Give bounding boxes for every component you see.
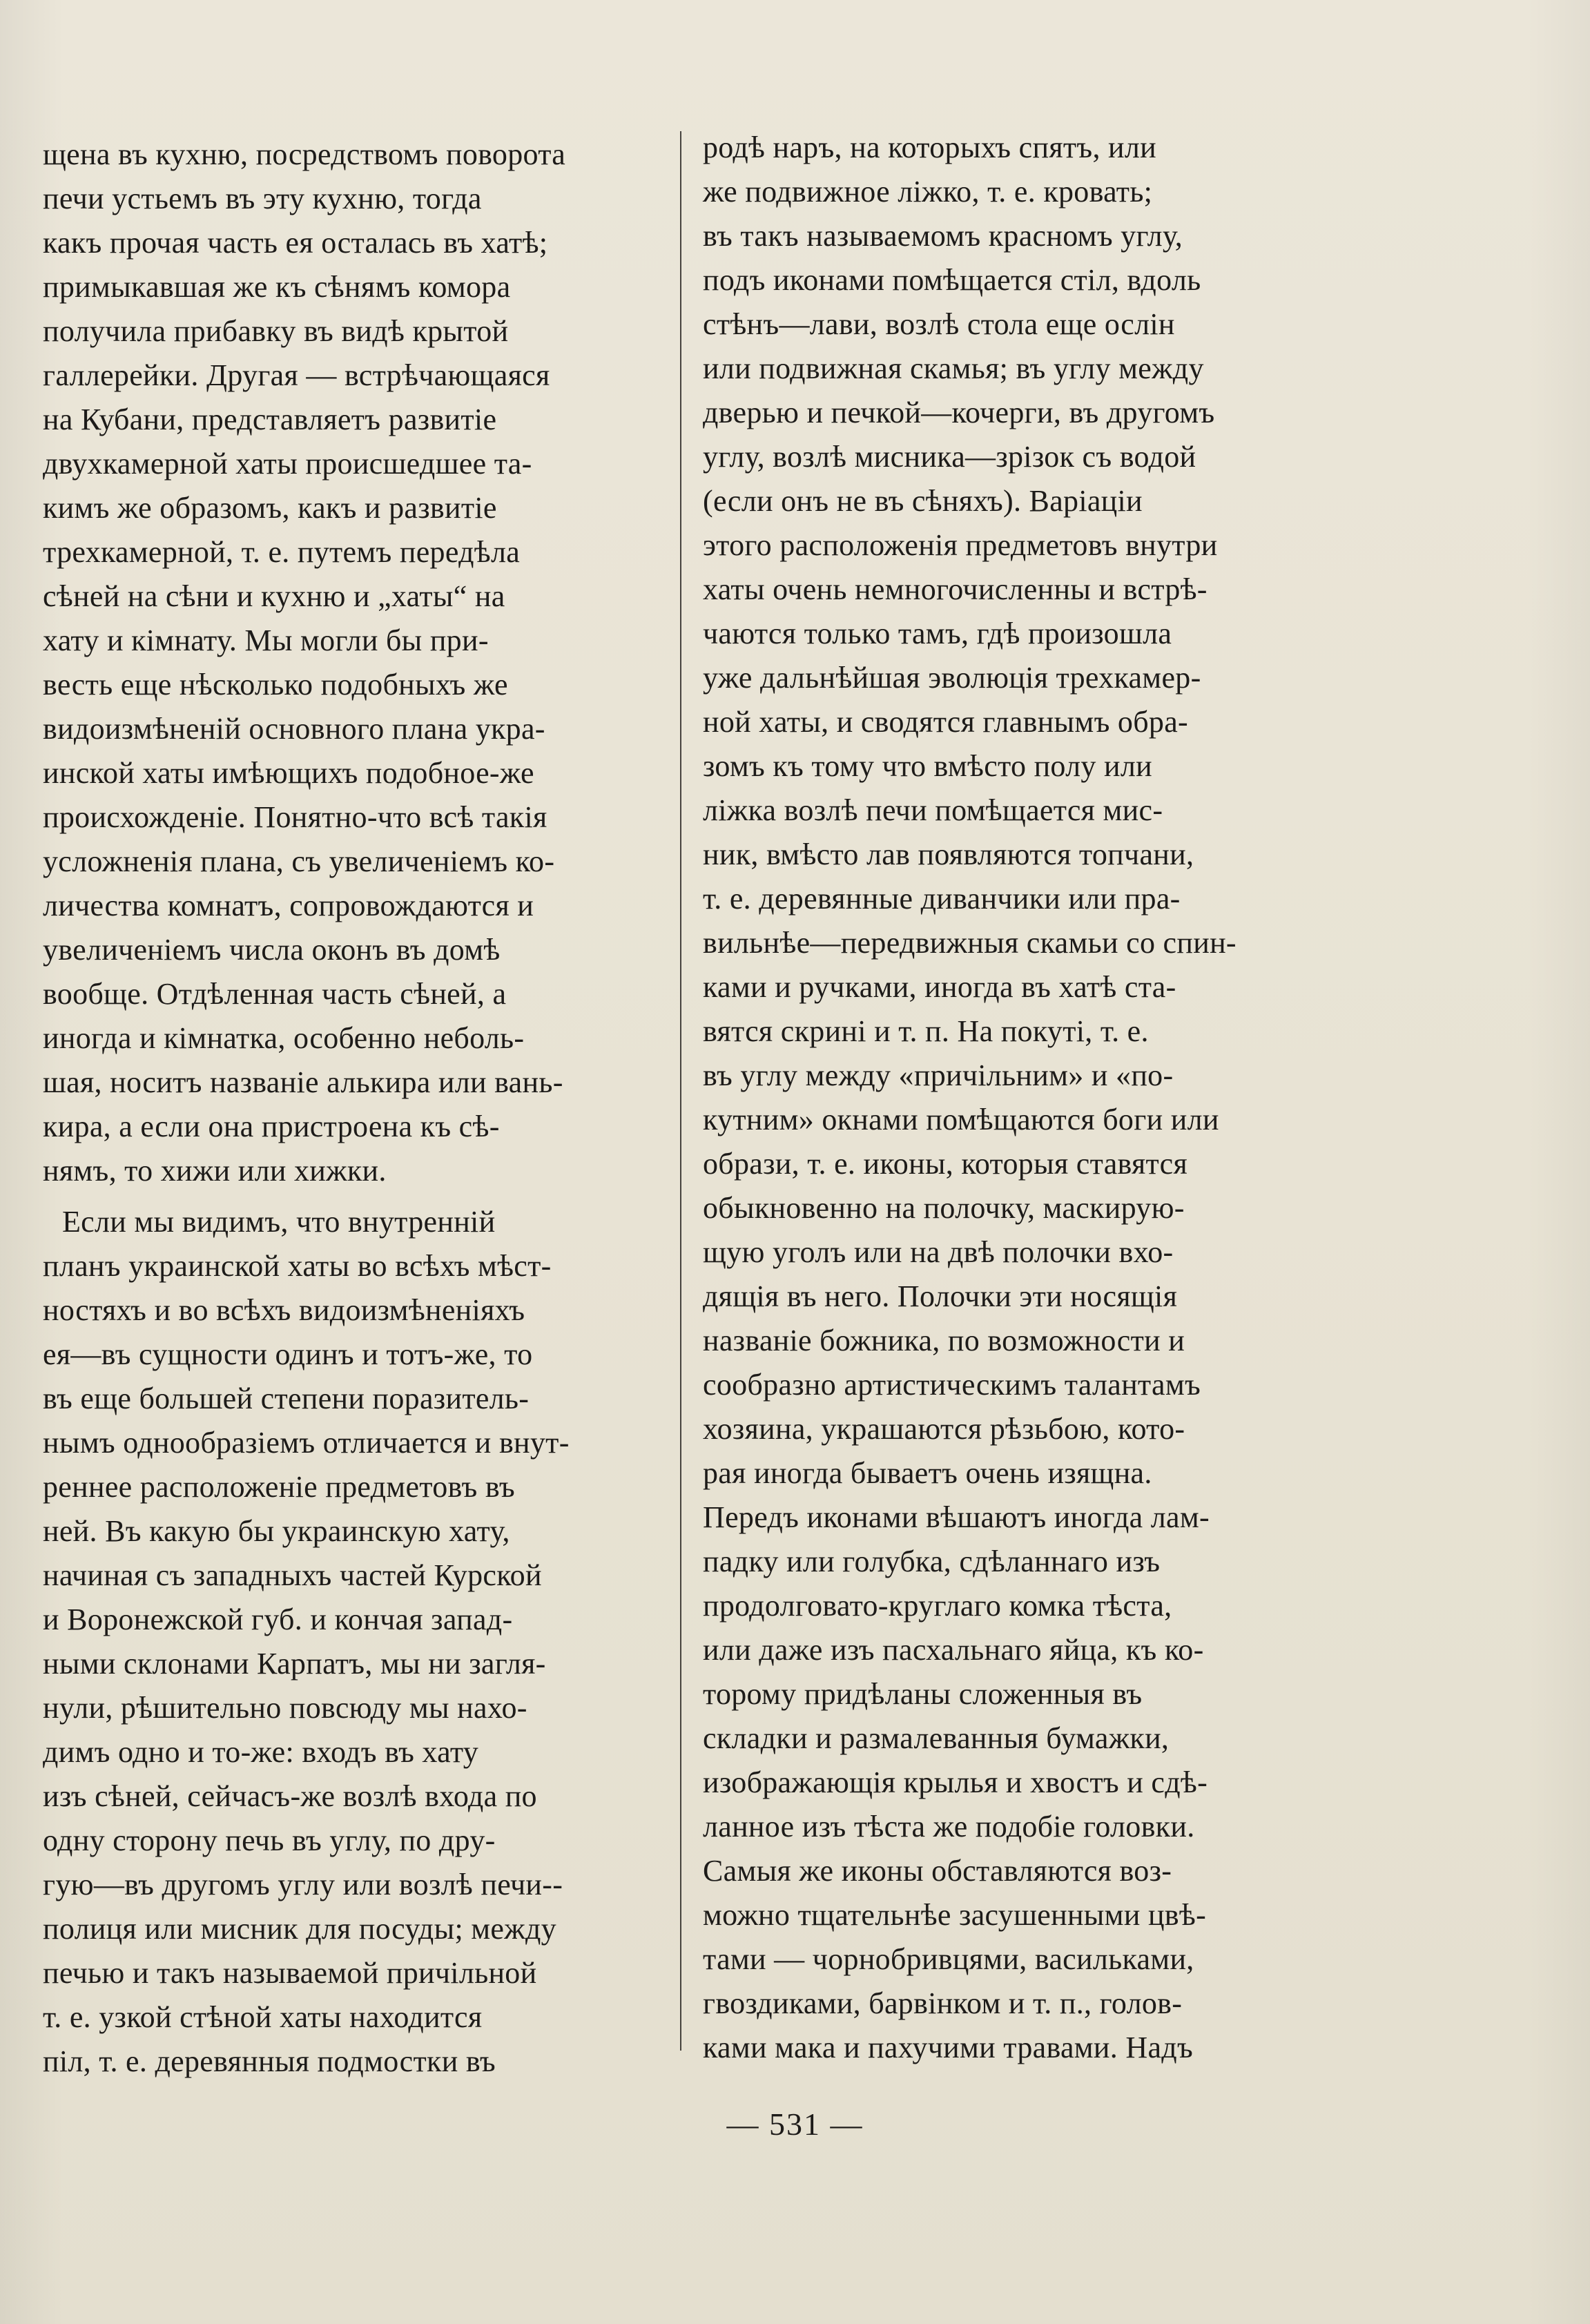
text-line: зомъ къ тому что вмѣсто полу или bbox=[703, 749, 1152, 783]
text-line: чаются только тамъ, гдѣ произошла bbox=[703, 617, 1172, 650]
paragraph-start-line: Если мы видимъ, что внутренній bbox=[62, 1205, 496, 1239]
text-line: кутним» окнами помѣщаются боги или bbox=[703, 1103, 1219, 1136]
text-line: т. е. узкой стѣной хаты находится bbox=[43, 2000, 483, 2034]
text-line: въ углу между «причільним» и «по- bbox=[703, 1058, 1174, 1092]
page-number: — 531 — bbox=[726, 2107, 864, 2142]
text-line: двухкамерной хаты происшедшее та- bbox=[43, 447, 532, 481]
text-line: планъ украинской хаты во всѣхъ мѣст- bbox=[43, 1249, 552, 1283]
text-line: вильнѣе—передвижныя скамьи со спин- bbox=[703, 926, 1237, 960]
text-line: сообразно артистическимъ талантамъ bbox=[703, 1368, 1201, 1402]
text-line: нули, рѣшительно повсюду мы нахо- bbox=[43, 1691, 527, 1725]
text-line: галлерейки. Другая — встрѣчающаяся bbox=[43, 358, 550, 392]
text-line: гвоздиками, барвінком и т. п., голов- bbox=[703, 1986, 1183, 2020]
text-line: реннее расположеніе предметовъ въ bbox=[43, 1470, 515, 1504]
text-line: и Воронежской губ. и кончая запад- bbox=[43, 1602, 513, 1636]
text-line: иногда и кімнатка, особенно неболь- bbox=[43, 1021, 525, 1055]
text-line: какъ прочая часть ея осталась въ хатѣ; bbox=[43, 226, 548, 260]
text-line: складки и размалеванныя бумажки, bbox=[703, 1721, 1170, 1755]
text-line: обыкновенно на полочку, маскирую- bbox=[703, 1191, 1185, 1225]
text-line: вятся скрині и т. п. На покуті, т. е. bbox=[703, 1014, 1149, 1048]
text-line: печи устьемъ въ эту кухню, тогда bbox=[43, 182, 482, 215]
text-line: примыкавшая же къ сѣнямъ комора bbox=[43, 270, 511, 304]
text-line: ник, вмѣсто лав появляются топчани, bbox=[703, 837, 1194, 871]
text-line: гую—въ другомъ углу или возлѣ печи-- bbox=[43, 1868, 563, 1901]
text-line: ками мака и пахучими травами. Надъ bbox=[703, 2031, 1194, 2064]
text-line: тами — чорнобривцями, васильками, bbox=[703, 1942, 1194, 1976]
text-line: продолговато-круглаго комка тѣста, bbox=[703, 1589, 1172, 1623]
text-line: сѣней на сѣни и кухню и „хаты“ на bbox=[43, 579, 505, 613]
text-line: вообще. Отдѣленная часть сѣней, а bbox=[43, 977, 507, 1011]
text-line: можно тщательнѣе засушенными цвѣ- bbox=[703, 1898, 1207, 1932]
text-line: падку или голубка, сдѣланнаго изъ bbox=[703, 1545, 1161, 1578]
text-line: же подвижное ліжко, т. е. кровать; bbox=[703, 175, 1153, 209]
text-line: изображающія крылья и хвостъ и сдѣ- bbox=[703, 1765, 1208, 1799]
text-line: хозяина, украшаются рѣзьбою, кото- bbox=[703, 1412, 1185, 1446]
text-line: ной хаты, и сводятся главнымъ обра- bbox=[703, 705, 1188, 739]
text-line: дверью и печкой—кочерги, въ другомъ bbox=[703, 396, 1215, 429]
text-line: уже дальнѣйшая эволюція трехкамер- bbox=[703, 661, 1201, 695]
text-line: торому придѣланы сложенныя въ bbox=[703, 1677, 1143, 1711]
text-line: изъ сѣней, сейчасъ-же возлѣ входа по bbox=[43, 1779, 537, 1813]
text-line: увеличеніемъ числа оконъ въ домѣ bbox=[43, 933, 501, 967]
text-line: кимъ же образомъ, какъ и развитіе bbox=[43, 491, 497, 525]
text-line: щую уголъ или на двѣ полочки вхо- bbox=[703, 1235, 1174, 1269]
text-line: ностяхъ и во всѣхъ видоизмѣненіяхъ bbox=[43, 1293, 525, 1327]
text-line: видоизмѣненій основного плана укра- bbox=[43, 712, 545, 746]
text-line: кира, а если она пристроена къ сѣ- bbox=[43, 1110, 500, 1143]
text-line: начиная съ западныхъ частей Курской bbox=[43, 1558, 542, 1592]
text-line: ея—въ сущности одинъ и тотъ-же, то bbox=[43, 1337, 533, 1371]
text-line: щена въ кухню, посредствомъ поворота bbox=[43, 137, 566, 171]
text-line: ней. Въ какую бы украинскую хату, bbox=[43, 1514, 510, 1548]
text-line: названіе божника, по возможности и bbox=[703, 1324, 1185, 1357]
text-line: ками и ручками, иногда въ хатѣ ста- bbox=[703, 970, 1176, 1004]
text-line: родѣ наръ, на которыхъ спятъ, или bbox=[703, 130, 1157, 164]
text-line: этого расположенія предметовъ внутри bbox=[703, 528, 1218, 562]
text-line: стѣнъ—лави, возлѣ стола еще ослін bbox=[703, 307, 1175, 341]
text-line: ланное изъ тѣста же подобіе головки. bbox=[703, 1810, 1195, 1843]
text-line: или подвижная скамья; въ углу между bbox=[703, 351, 1204, 385]
text-line: ными склонами Карпатъ, мы ни загля- bbox=[43, 1647, 546, 1681]
text-line: хаты очень немногочисленны и встрѣ- bbox=[703, 572, 1208, 606]
text-line: одну сторону печь въ углу, по дру- bbox=[43, 1823, 496, 1857]
text-line: въ такъ называемомъ красномъ углу, bbox=[703, 219, 1183, 253]
text-line: инской хаты имѣющихъ подобное-же bbox=[43, 756, 534, 790]
text-line: дящія въ него. Полочки эти носящія bbox=[703, 1279, 1178, 1313]
text-line: Самыя же иконы обставляются воз- bbox=[703, 1854, 1172, 1888]
text-line: ліжка возлѣ печи помѣщается мис- bbox=[703, 793, 1163, 827]
text-line: трехкамерной, т. е. путемъ передѣла bbox=[43, 535, 521, 569]
text-line: на Кубани, представляетъ развитіе bbox=[43, 403, 497, 436]
text-line: Передъ иконами вѣшаютъ иногда лам- bbox=[703, 1500, 1210, 1534]
text-line: хату и кімнату. Мы могли бы при- bbox=[43, 623, 489, 657]
text-line: получила прибавку въ видѣ крытой bbox=[43, 314, 509, 348]
text-line: шая, носитъ названіе алькира или вань- bbox=[43, 1065, 563, 1099]
column-divider bbox=[680, 131, 681, 2051]
text-line: въ еще большей степени поразитель- bbox=[43, 1382, 530, 1415]
text-line: печью и такъ называемой причільной bbox=[43, 1956, 537, 1990]
text-line: рая иногда бываетъ очень изящна. bbox=[703, 1456, 1152, 1490]
text-line: т. е. деревянные диванчики или пра- bbox=[703, 882, 1181, 916]
text-line: піл, т. е. деревянныя подмостки въ bbox=[43, 2044, 496, 2078]
text-line: углу, возлѣ мисника—зрізок съ водой bbox=[703, 440, 1196, 474]
text-line: личества комнатъ, сопровождаются и bbox=[43, 889, 534, 922]
text-line: димъ одно и то-же: входъ въ хату bbox=[43, 1735, 479, 1769]
text-line: происхожденіе. Понятно-что всѣ такія bbox=[43, 800, 547, 834]
text-line: подъ иконами помѣщается стіл, вдоль bbox=[703, 263, 1201, 297]
text-line: нямъ, то хижи или хижки. bbox=[43, 1154, 387, 1188]
text-line: или даже изъ пасхальнаго яйца, къ ко- bbox=[703, 1633, 1204, 1667]
text-line: образи, т. е. иконы, которыя ставятся bbox=[703, 1147, 1187, 1181]
text-line: нымъ однообразіемъ отличается и внут- bbox=[43, 1426, 570, 1460]
text-line: полиця или мисник для посуды; между bbox=[43, 1912, 556, 1946]
text-line: весть еще нѣсколько подобныхъ же bbox=[43, 668, 508, 701]
text-line: (если онъ не въ сѣняхъ). Варіаціи bbox=[703, 484, 1143, 518]
text-line: усложненія плана, съ увеличеніемъ ко- bbox=[43, 844, 555, 878]
